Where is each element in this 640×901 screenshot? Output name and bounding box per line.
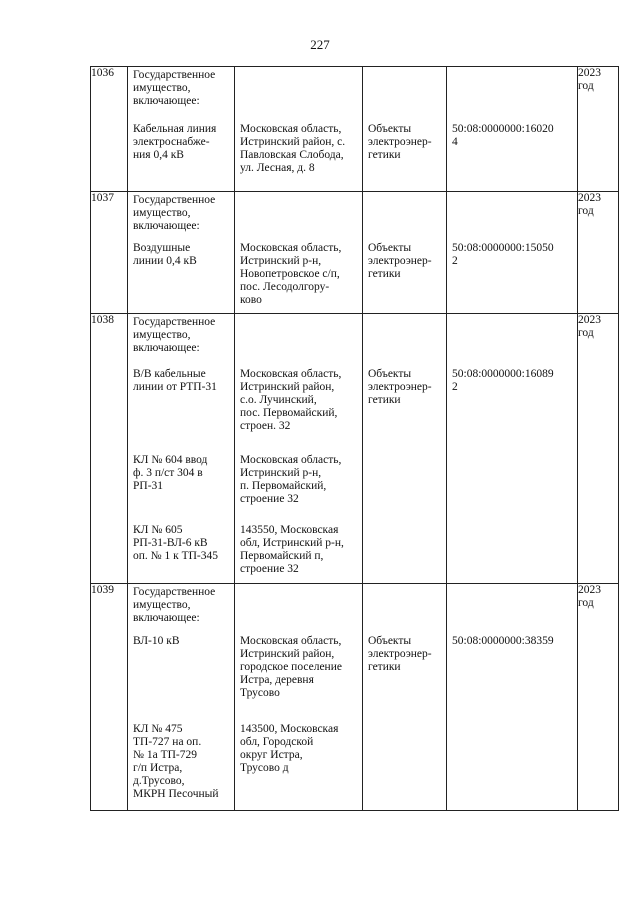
type-cell	[363, 584, 447, 811]
item-cadastral-number: 50:08:0000000:16089 2	[452, 368, 554, 393]
item-type: Объекты электроэнер- гетики	[368, 242, 432, 280]
name-cell	[128, 67, 235, 192]
item-type: Объекты электроэнер- гетики	[368, 123, 432, 161]
item-address: 143500, Московская обл, Городской округ Истра, Трусово д	[240, 723, 339, 774]
table-row	[91, 314, 619, 584]
name-cell	[128, 314, 235, 584]
item-address: 143550, Московская обл, Истринский р-н, Первомайский п, строение 32	[240, 524, 344, 575]
address-cell	[235, 192, 363, 314]
item-address: Московская область, Истринский р-н, п. Первомайский, строение 32	[240, 454, 342, 505]
property-registry-table	[90, 66, 619, 811]
item-name: КЛ № 605 РП-31-ВЛ-6 кВ оп. № 1 к ТП-345	[133, 524, 218, 562]
address-cell	[235, 67, 363, 192]
group-header: Государственное имущество, включающее:	[133, 194, 216, 232]
item-cadastral-number: 50:08:0000000:38359	[452, 635, 554, 647]
type-cell	[363, 314, 447, 584]
year-cell: 2023 год	[578, 192, 619, 314]
registry-body	[91, 67, 619, 811]
item-address: Московская область, Истринский район, с.о. Лучинский, пос. Первомайский, строен. 32	[240, 368, 342, 432]
item-address: Московская область, Истринский район, городское поселение Истра, деревня Трусово	[240, 635, 342, 699]
page-number: 227	[310, 37, 330, 52]
year-cell: 2023 год	[578, 314, 619, 584]
name-cell	[128, 192, 235, 314]
year-cell: 2023 год	[578, 67, 619, 192]
type-cell	[363, 67, 447, 192]
name-cell	[128, 584, 235, 811]
item-name: В/В кабельные линии от РТП-31	[133, 368, 217, 393]
item-address: Московская область, Истринский р-н, Новопетровское с/п, пос. Лесодолгору- ково	[240, 242, 342, 306]
item-cadastral-number: 50:08:0000000:15050 2	[452, 242, 554, 267]
table-row	[91, 192, 619, 314]
item-name: Воздушные линии 0,4 кВ	[133, 242, 197, 267]
item-address: Московская область, Истринский район, с. Павловская Слобода, ул. Лесная, д. 8	[240, 123, 346, 174]
year-cell: 2023 год	[578, 584, 619, 811]
address-cell	[235, 314, 363, 584]
group-header: Государственное имущество, включающее:	[133, 69, 216, 107]
group-header: Государственное имущество, включающее:	[133, 586, 216, 624]
item-type: Объекты электроэнер- гетики	[368, 368, 432, 406]
row-number: 1039	[91, 584, 128, 811]
cadastral-cell	[447, 67, 578, 192]
cadastral-cell	[447, 314, 578, 584]
item-name: ВЛ-10 кВ	[133, 635, 180, 647]
address-cell	[235, 584, 363, 811]
table-row	[91, 584, 619, 811]
table-row	[91, 67, 619, 192]
row-number: 1037	[91, 192, 128, 314]
item-name: КЛ № 604 ввод ф. 3 п/ст 304 в РП-31	[133, 454, 208, 492]
item-name: Кабельная линия электроснабже- ния 0,4 кВ	[133, 123, 217, 161]
group-header: Государственное имущество, включающее:	[133, 316, 216, 354]
item-name: КЛ № 475 ТП-727 на оп. № 1а ТП-729 г/п Истра, д.Трусово, МКРН Песочный	[133, 723, 219, 800]
row-number: 1036	[91, 67, 128, 192]
cadastral-cell	[447, 192, 578, 314]
row-number: 1038	[91, 314, 128, 584]
cadastral-cell	[447, 584, 578, 811]
item-type: Объекты электроэнер- гетики	[368, 635, 432, 673]
type-cell	[363, 192, 447, 314]
item-cadastral-number: 50:08:0000000:16020 4	[452, 123, 554, 148]
